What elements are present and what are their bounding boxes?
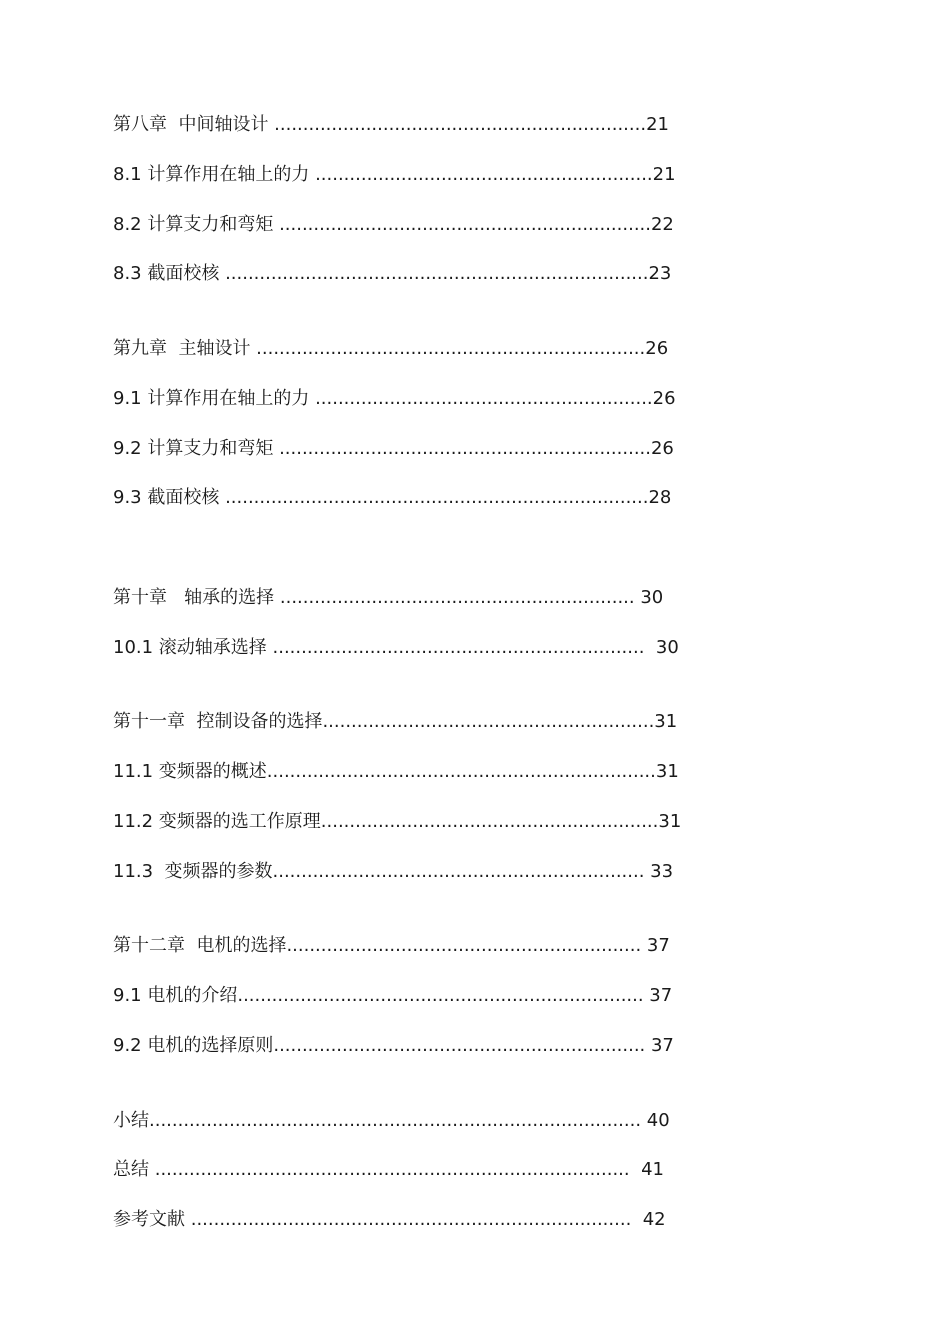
toc-chapter-10: 第十章 轴承的选择 .............................................................. 30	[113, 587, 664, 608]
toc-section-8-3: 8.3 截面校核 ..........................................................................23	[113, 263, 672, 284]
toc-references: 参考文献 ............................................................................. 42	[113, 1209, 666, 1230]
toc-section-9-2: 9.2 计算支力和弯矩 .................................................................26	[113, 438, 674, 459]
toc-summary: 小结...................................................................................... 40	[113, 1110, 670, 1131]
toc-chapter-12: 第十二章 电机的选择.............................................................. 37	[113, 935, 670, 956]
toc-section-8-2: 8.2 计算支力和弯矩 .................................................................22	[113, 214, 674, 235]
toc-section-12-1: 9.1 电机的介绍....................................................................... 37	[113, 985, 673, 1006]
toc-section-9-3: 9.3 截面校核 ..........................................................................28	[113, 487, 672, 508]
toc-chapter-9: 第九章 主轴设计 ....................................................................26	[113, 338, 669, 359]
toc-chapter-11: 第十一章 控制设备的选择..........................................................31	[113, 711, 678, 732]
toc-section-11-3: 11.3 变频器的参数................................................................. 33	[113, 861, 674, 882]
toc-section-11-1: 11.1 变频器的概述....................................................................31	[113, 761, 679, 782]
toc-conclusion: 总结 ................................................................................... 41	[113, 1159, 664, 1180]
toc-chapter-8: 第八章 中间轴设计 .................................................................21	[113, 114, 669, 135]
toc-section-9-1: 9.1 计算作用在轴上的力 ...........................................................26	[113, 388, 676, 409]
toc-section-12-2: 9.2 电机的选择原则................................................................. 37	[113, 1035, 674, 1056]
toc-section-8-1: 8.1 计算作用在轴上的力 ...........................................................21	[113, 164, 676, 185]
toc-section-11-2: 11.2 变频器的选工作原理...........................................................31	[113, 811, 682, 832]
toc-section-10-1: 10.1 滚动轴承选择 ................................................................. 30	[113, 637, 679, 658]
